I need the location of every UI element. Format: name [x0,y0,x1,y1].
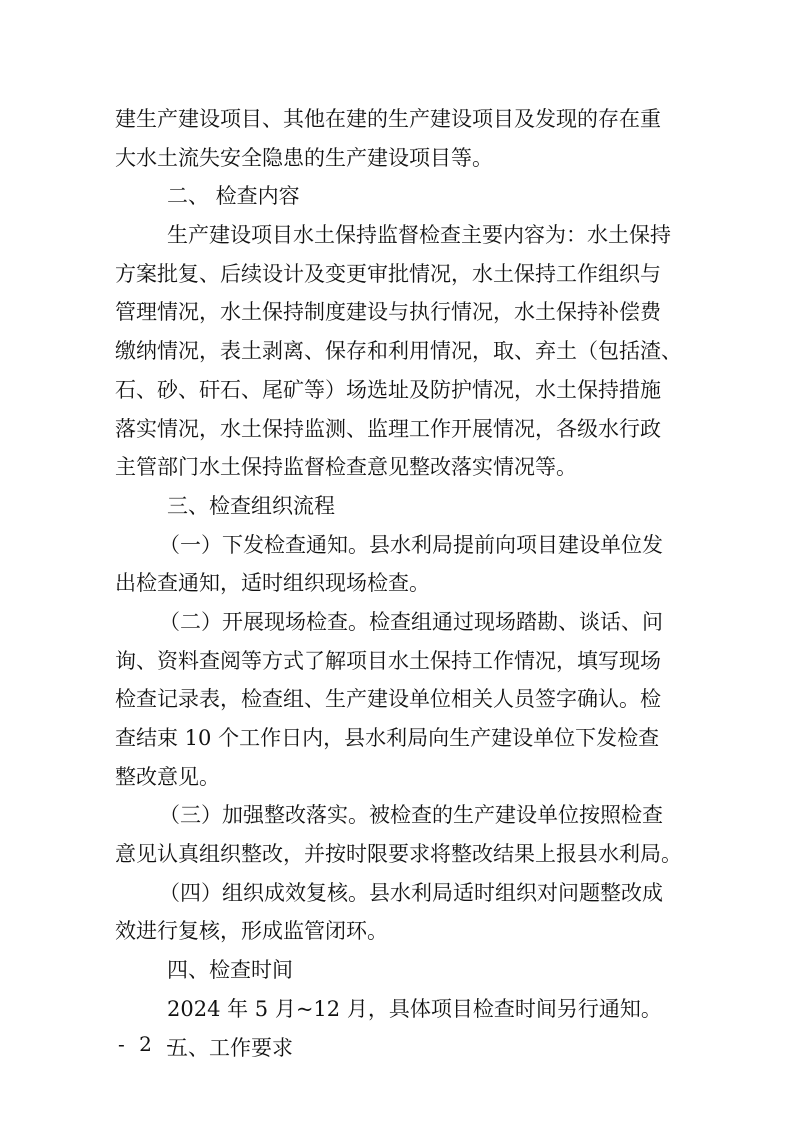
body-line-1: 建生产建设项目、其他在建的生产建设项目及发现的存在重 [115,107,661,131]
body-line-15: 询、资料查阅等方式了解项目水土保持工作情况，填写现场 [115,648,661,673]
body-line-18: 整改意见。 [115,764,220,789]
body-line-6: 管理情况，水土保持制度建设与执行情况，水土保持补偿费 [115,300,661,325]
body-line-21: （四）组织成效复核。县水利局适时组织对问题整改成 [159,880,663,905]
body-line-14: （二）开展现场检查。检查组通过现场踏勘、谈话、问 [159,609,663,634]
body-line-7: 缴纳情况，表土剥离、保存和利用情况，取、弃土（包括渣、 [115,339,682,364]
section-heading-5: 五、工作要求 [167,1035,293,1060]
section-heading-4: 四、检查时间 [167,958,293,983]
body-line-20: 意见认真组织整改，并按时限要求将整改结果上报县水利局。 [115,842,682,867]
body-line-24: 2024 年 5 月~12 月，具体项目检查时间另行通知。 [167,996,662,1021]
body-line-5: 方案批复、后续设计及变更审批情况，水土保持工作组织与 [115,261,661,286]
page-number: - 2 - [118,1032,177,1056]
body-line-2: 大水土流失安全隐患的生产建设项目等。 [115,145,493,170]
body-line-12: （一）下发检查通知。县水利局提前向项目建设单位发 [159,532,663,557]
body-line-17: 查结束 10 个工作日内，县水利局向生产建设单位下发检查 [115,726,660,750]
section-heading-3: 三、检查组织流程 [167,493,335,518]
body-line-22: 效进行复核，形成监管闭环。 [115,919,388,944]
body-line-19: （三）加强整改落实。被检查的生产建设单位按照检查 [159,803,663,828]
body-line-4: 生产建设项目水土保持监督检查主要内容为：水土保持 [167,223,671,248]
document-body [115,100,695,1067]
body-line-9: 落实情况，水土保持监测、监理工作开展情况，各级水行政 [115,416,661,441]
body-line-10: 主管部门水土保持监督检查意见整改落实情况等。 [115,455,577,480]
body-line-8: 石、砂、矸石、尾矿等）场选址及防护情况，水土保持措施 [115,377,661,402]
body-line-13: 出检查通知，适时组织现场检查。 [115,571,430,596]
section-heading-2: 二、 检查内容 [167,184,300,209]
body-line-16: 检查记录表，检查组、生产建设单位相关人员签字确认。检 [115,687,661,712]
